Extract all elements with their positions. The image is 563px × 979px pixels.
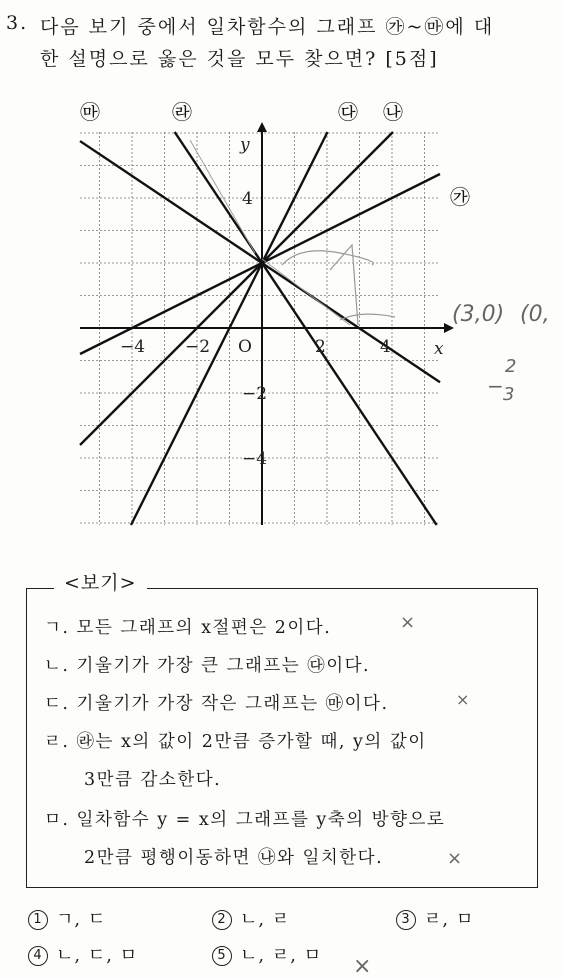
choice-number: 4 (28, 946, 48, 966)
x-tick-label: −2 (185, 337, 211, 357)
handwritten-minus: − (487, 374, 504, 398)
choice-text: ㄹ, ㅁ (424, 909, 475, 930)
scribble (340, 314, 395, 320)
origin-label: O (238, 337, 252, 357)
handwritten-frac-num: 2 (505, 356, 517, 377)
item-marker: ㄱ. (44, 618, 70, 638)
bogi-item-continued (84, 844, 383, 869)
bogi-item-continued (84, 766, 221, 791)
line-label-line_na: ㉯ (383, 100, 403, 124)
bogi-item (44, 728, 427, 753)
choice-number: 5 (212, 946, 232, 966)
item-text: ㉱는 x의 값이 2만큼 증가할 때, y의 값이 (76, 732, 427, 752)
choice-4[interactable] (28, 941, 138, 967)
choice-text: ㄴ, ㄷ, ㅁ (56, 945, 139, 966)
x-tick-label: 4 (380, 337, 391, 357)
choice-5[interactable] (212, 941, 322, 967)
choice-text: ㄴ, ㄹ (240, 909, 291, 930)
question-text-line2: 한 설명으로 옳은 것을 모두 찾으면? [5점] (40, 48, 439, 70)
line-label-line_da: ㉰ (338, 100, 358, 124)
handwritten-x-mark: × (400, 612, 416, 633)
choice-1[interactable] (28, 905, 106, 931)
handwritten-note-2: (0, (520, 302, 550, 327)
choice-number: 2 (212, 910, 232, 930)
bogi-item (44, 652, 370, 677)
y-axis-label: y (240, 135, 250, 155)
line-label-line_ra: ㉱ (172, 100, 192, 124)
item-marker: ㄷ. (44, 694, 70, 714)
bogi-item (44, 614, 331, 639)
x-axis-label: x (434, 339, 444, 359)
item-text: 일차함수 y = x의 그래프를 y축의 방향으로 (76, 810, 446, 830)
line-labels (80, 100, 470, 209)
bogi-title: <보기> (54, 568, 147, 595)
line-label-line_ga: ㉮ (450, 185, 470, 209)
bogi-item (44, 690, 389, 715)
y-axis-arrow (257, 122, 267, 132)
item-text: 모든 그래프의 x절편은 2이다. (76, 618, 332, 638)
item-text: 3만큼 감소한다. (84, 770, 222, 790)
handwritten-frac-den: 3 (503, 384, 515, 405)
item-text: 기울기가 가장 큰 그래프는 ㉰이다. (76, 656, 371, 676)
line-label-line_ma: ㉲ (80, 100, 100, 124)
handwritten-x-mark: × (447, 848, 463, 869)
y-tick-label: −4 (242, 449, 268, 469)
handwritten-x-mark: × (456, 690, 470, 709)
y-tick-label: 4 (242, 189, 253, 209)
function-graph (0, 95, 563, 565)
question-number: 3. (6, 12, 29, 34)
tick-labels (120, 135, 444, 469)
handwritten-x-mark: × (353, 954, 372, 979)
choice-text: ㄱ, ㄷ (56, 909, 107, 930)
graph-line-1 (80, 132, 393, 445)
handwritten-point-note: (3,0) (452, 302, 505, 327)
choice-2[interactable] (212, 905, 290, 931)
item-text: 2만큼 평행이동하면 ㉯와 일치한다. (84, 848, 384, 868)
item-marker: ㄴ. (44, 656, 70, 676)
choice-3[interactable] (396, 905, 474, 931)
choice-number: 1 (28, 910, 48, 930)
choice-number: 3 (396, 910, 416, 930)
x-tick-label: −4 (120, 337, 146, 357)
question-text-line1: 다음 보기 중에서 일차함수의 그래프 ㉮~㉲에 대 (40, 16, 495, 38)
scribble (262, 259, 350, 325)
item-marker: ㄹ. (44, 732, 70, 752)
y-tick-label: −2 (242, 384, 268, 404)
x-tick-label: 2 (315, 337, 326, 357)
bogi-item (44, 806, 445, 831)
item-marker: ㅁ. (44, 810, 70, 830)
choice-text: ㄴ, ㄹ, ㅁ (240, 945, 323, 966)
item-text: 기울기가 가장 작은 그래프는 ㉲이다. (76, 694, 389, 714)
